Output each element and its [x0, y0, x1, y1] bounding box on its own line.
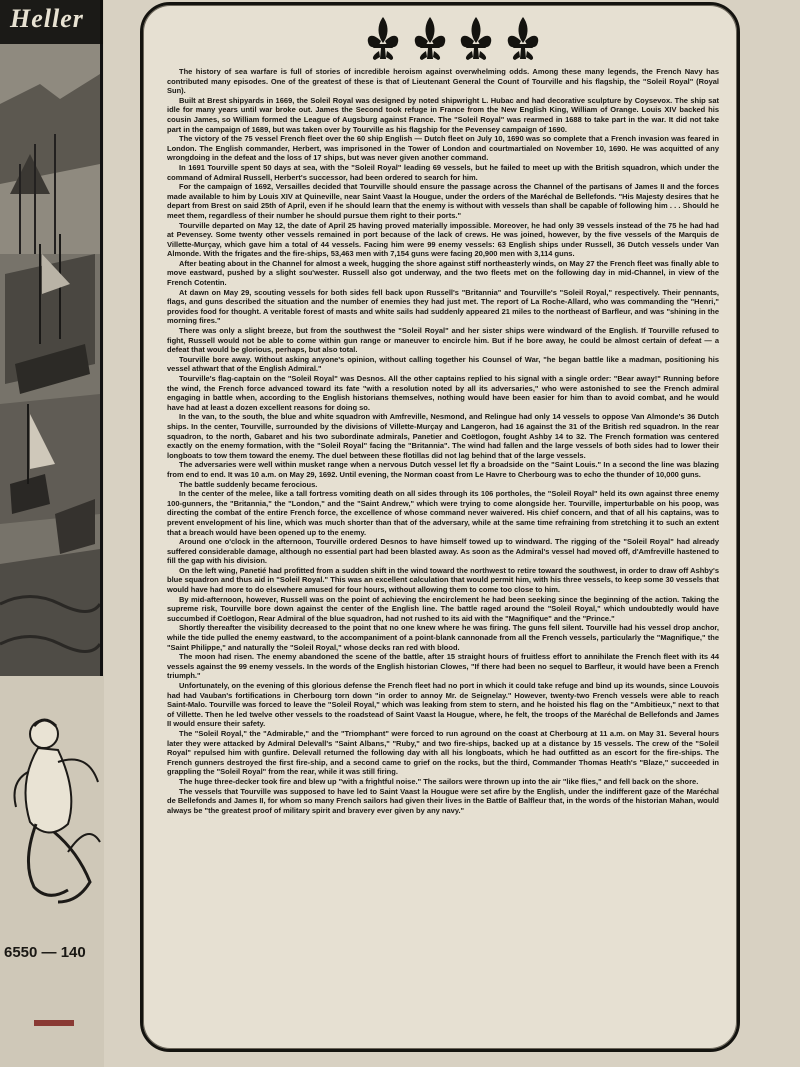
paragraph: The victory of the 75 vessel French fleet over the 60 ship English — Dutch fleet on July 10, 1690 was so complete that a French invasion was feared in London. The English commander, Herbert, was imprisoned in the Tower of London and courtmartialed on November 10, 1690. He was acquitted of any wrongdoing in the defeat and the loss of 17 ships, but was never given another command. — [167, 134, 719, 163]
paragraph: In 1691 Tourville spent 50 days at sea, with the "Soleil Royal" leading 69 vessels, but he failed to meet up with the British squadron, which under the command of Admiral Russell, Herbert's successor, had been ordered to search for him. — [167, 162, 719, 182]
paragraph: Tourville's flag-captain on the "Soleil Royal" was Desnos. All the other captains replied to his signal with a single order: "Bear away!" Running before the wind, the French force advanced toward its fate "with a resolution noted by all its adversaries," who were astonished to see the French admiral engaging in battle when, according to the English historians themselves, nothing would have been easier for him than to avoid combat, and he would have had at least a dozen excellent reasons for doing so. — [167, 374, 719, 412]
paragraph: By mid-afternoon, however, Russell was on the point of achieving the encirclement he had been seeking since the beginning of the action. Taking the supreme risk, Tourville bore down against the center of the English line. The battle raged around the "Soleil Royal," which undoubtedly would have succumbed if Coëtlogon, Rear Admiral of the blue squadron, had not rushed to its aid with the "Magnifique" and the "Prince." — [167, 594, 719, 623]
paragraph: Unfortunately, on the evening of this glorious defense the French fleet had no port in which it could take refuge and bind up its wounds, since Louvois had had Vauban's fortifications in Cherbourg torn down "in order to annoy Mr. de Seignelay." However, twenty-two French vessels were able to reach Saint-Malo. Tourville was forced to leave the "Soleil Royal," which was leaking from stem to stern, and he hoisted his flag on the "Ambitieux," next to that of Villette. Then he led twelve other vessels to the roadstead of Saint Vaast la Hougue, where, he felt, the troops of the Maréchal de Bellefonds and James II would ensure their safety. — [167, 681, 719, 729]
kit-number: 6550 — 140 — [4, 944, 86, 961]
cherub-putto — [8, 712, 104, 912]
paragraph: On the left wing, Panetié had profitted from a sudden shift in the wind toward the northwest to retire toward the southwest, in order to draw off Ashby's blue squadron and thus aid in "Soleil Royal." This was an excellent calculation that would permit him, with his three vessels, to keep some 30 vessels that would have had more to do elsewhere amused for four hours, without allowing them to come too close to him. — [167, 565, 719, 595]
paragraph: Built at Brest shipyards in 1669, the Soleil Royal was designed by noted shipwright L. Hubac and had decorative sculpture by Coysevox. The ship sat idle for many years until war broke out. James the Second took refuge in France from the New English King, William of Orange. Louis XIV backed his cousin James, so William formed the League of Augsburg against France. The "Soleil Royal" was rearmed in 1688 to take part in the war. It did not take part in the campaign of 1689, but was taken over by Tourville as his flagship for the Pevensey campaign of 1690. — [167, 95, 719, 134]
fleur-de-lis-icon — [456, 15, 496, 61]
paragraph: In the center of the melee, like a tall fortress vomiting death on all sides through its 106 portholes, the "Soleil Royal" held its own against three enemy 100-gunners, the "Britannia," the "London," and the "Saint Andrew," which were trying to come alongside her. Tourville, imperturbable on his poop, was directing the combat of the entire French force, the excellence of whose command never waivered. His chief concern, and that of all his captains, was to prevent envelopment of his line, which was much shorter than that of the adversary, while at the same time refraining from stretching it to such an extent that a breach would have been opened up to the enemy. — [167, 489, 719, 537]
harbor-illustration — [0, 44, 103, 676]
ornament-row — [363, 15, 543, 63]
history-text — [167, 67, 719, 1047]
paragraph: The moon had risen. The enemy abandoned the scene of the battle, after 15 straight hours of fruitless effort to annihilate the French fleet with its 44 vessels against the 99 enemy vessels. In the words of the English historian Clowes, "If there had been no sequel to Barfleur, it would have been a French triumph." — [167, 652, 719, 681]
paragraph: The huge three-decker took fire and blew up "with a frightful noise." The sailors were thrown up into the air "like flies," and fell back on the shore. — [179, 776, 699, 786]
paragraph: The adversaries were well within musket range when a nervous Dutch vessel let fly a broadside on the "Saint Louis." In a second the line was blazing from end to end. It was 10 a.m. on May 29, 1692. Until evening, the Norman coast from Le Havre to Cherbourg was to echo the thunder of 10,000 guns. — [167, 460, 719, 479]
paragraph: At dawn on May 29, scouting vessels for both sides fell back upon Russell's "Britannia" and Tourville's "Soleil Royal," respectively. Their pennants, flags, and guns described the situation and the number of enemies they had just met. The report of La Roche-Allard, who was commanding the "Henri," provides food for thought. A veritable forest of masts and white sails had suddenly appeared 21 miles to the northeast of Barfleur, and was "shining in the morning fires." — [167, 287, 719, 326]
paragraph: The vessels that Tourville was supposed to have led to Saint Vaast la Hougue were set afire by the English, under the indifferent gaze of the Maréchal de Bellefonds and James II, for whom so many French sailors had given their lives in the Battle of Balfleur that, in the words of the historian Mahan, would always be "the greatest proof of military spirit and bravery ever given by any navy." — [167, 786, 719, 815]
paragraph: The battle suddenly became ferocious. — [179, 479, 318, 489]
paragraph: There was only a slight breeze, but from the southwest the "Soleil Royal" and her sister ships were windward of the English. If Tourville refused to fight, Russell would not be able to come within gun range or maneuver to encircle him. But if he bore away, he could be almost certain of defeat — a defeat that would be glorious, perhaps, but also total. — [167, 326, 719, 355]
paragraph: In the van, to the south, the blue and white squadron with Amfreville, Nesmond, and Relingue had only 14 vessels to oppose Van Almonde's 36 Dutch ships. In the center, Tourville, surrounded by the divisions of Villette-Murçay and Langeron, had 16 against the 31 of the British red squadron. In the rear squadron, to the north, Gabaret and his two subordinate admirals, Panetier and Coëtlogon, fought Ashby 14 to 32. The French formation was centered exactly on the enemy formation, with the "Soleil Royal" facing the "Britannia". The wind had fallen and the large vessels of both sides had to lower their longboats to tow them toward the enemy. The duel between these flotillas did not lag behind that of the large vessels. — [167, 412, 719, 460]
paragraph: Shortly thereafter the visibility decreased to the point that no one knew where he was firing. The guns fell silent. Tourville had his vessel drop anchor, while the tide pulled the enemy eastward, to the accompaniment of a point-blank cannonade from all the French vessels, particularly the "Magnifique," the "Saint Philippe," and naturally the "Soleil Royal," whose decks ran red with blood. — [167, 623, 719, 652]
paragraph: After beating about in the Channel for almost a week, hugging the shore against stiff northeasterly winds, on May 27 the French fleet was finally able to move eastward, pushed by a slight sou'wester. Russell also got underway, and the two fleets met on the following day in mid-Channel, in view of the French Cotentin. — [167, 258, 719, 288]
paragraph: The "Soleil Royal," the "Admirable," and the "Triomphant" were forced to run aground on the coast at Cherbourg at 11 a.m. on May 31. Several hours later they were attacked by Admiral Delevall's "Saint Albans," "Ruby," and two fire-ships, backed up at a distance by 15 vessels. The crew of the "Soleil Royal" repulsed him with gunfire. Delevall returned the following day with all his longboats, which he had outfitted as an escort for the fire-ships. The French gunners destroyed the first fire-ship, and a second came to grief on the rocks, but the third, Commander Thomas Heath's "Blaze," succeeded in grappling the "Soleil Royal" from the rear, while it was still firing. — [167, 728, 719, 777]
fleur-de-lis-icon — [503, 15, 543, 61]
paragraph: Tourville departed on May 12, the date of April 25 having proved materially impossible. Moreover, he had only 39 vessels instead of the 75 he had had at Pevensey. Some twenty other vessels remained in port because of the lack of crews. He was joined, however, by the five vessels of the Marquis de Villette-Murçay, which gave him a total of 44 vessels. Facing him were 99 enemy vessels: 63 English ships under Russell, 36 Dutch vessels under Van Almonde. With the frigates and the fire-ships, 53,463 men with 7,154 guns were facing 20,900 men with 3,114 guns. — [167, 220, 719, 259]
brand-logo: Heller — [10, 4, 84, 33]
fleur-de-lis-icon — [410, 15, 450, 61]
fleur-de-lis-icon — [363, 15, 403, 61]
paragraph: Tourville bore away. Without asking anyone's opinion, without calling together his Counsel of War, "he began battle like a madman, positioning his vessel athwart that of the English Admiral." — [167, 354, 719, 374]
brand-box — [0, 0, 103, 44]
paragraph: For the campaign of 1692, Versailles decided that Tourville should ensure the passage across the Channel of the partisans of James II and the forces made available to him by Louis XIV at Quineville, near Saint Vaast la Hougue, under the orders of the Maréchal de Bellefonds. "His Majesty desires that he depart from Brest on said 25th of April, even if he should learn that the enemy is without with vessels than shall be capable of following him . . . Should he meet them, regardless of their number he should pursue them right to their ports." — [167, 182, 719, 220]
red-mark — [34, 1020, 74, 1026]
paragraph: The history of sea warfare is full of stories of incredible heroism against overwhelming odds. Among these many legends, the French Navy has contributed many episodes. One of the greatest of these is that of Lieutenant General the Count of Tourville and his flagship, the "Soleil Royal" (Royal Sun). — [167, 67, 719, 96]
text-panel — [140, 2, 740, 1052]
paragraph: Around one o'clock in the afternoon, Tourville ordered Desnos to have himself towed up to windward. The rigging of the "Soleil Royal" had already suffered considerable damage, although no essential part had been blasted away. As soon as the Admiral's vessel had moved off, d'Amfreville hastened to fill the gap with his division. — [167, 537, 719, 566]
